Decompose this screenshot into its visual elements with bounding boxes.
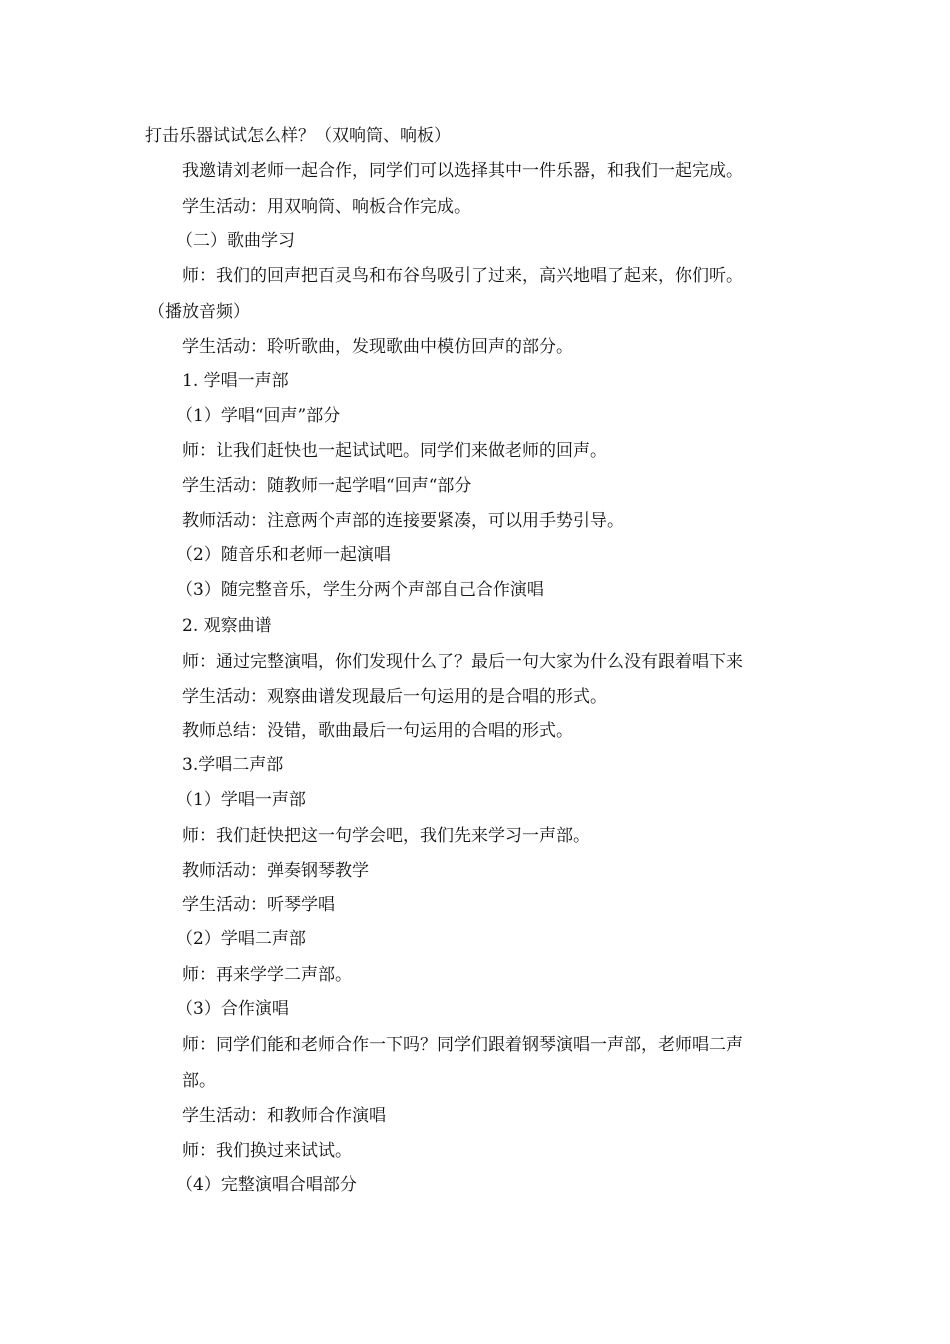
subsection-heading: （4）完整演唱合唱部分: [176, 1175, 357, 1195]
text-line: 教师总结：没错，歌曲最后一句运用的合唱的形式。: [182, 721, 573, 741]
subsection-heading: 3.学唱二声部: [182, 755, 284, 775]
section-heading: （二）歌曲学习: [176, 231, 295, 251]
text-line: （播放音频）: [148, 302, 250, 322]
text-line: 师：我们的回声把百灵鸟和布谷鸟吸引了过来，高兴地唱了起来，你们听。: [182, 266, 743, 286]
subsection-heading: （1）学唱“回声”部分: [176, 406, 341, 426]
subsection-heading: （3）随完整音乐，学生分两个声部自己合作演唱: [176, 580, 544, 600]
subsection-heading: （3）合作演唱: [176, 999, 289, 1019]
text-line: 我邀请刘老师一起合作，同学们可以选择其中一件乐器，和我们一起完成。: [182, 161, 743, 181]
text-line: 部。: [182, 1071, 216, 1091]
subsection-heading: （2）随音乐和老师一起演唱: [176, 545, 391, 565]
text-line: 师：我们换过来试试。: [182, 1141, 352, 1161]
text-line: 学生活动：和教师合作演唱: [182, 1106, 386, 1126]
text-line: 师：同学们能和老师合作一下吗？同学们跟着钢琴演唱一声部，老师唱二声: [182, 1035, 743, 1055]
text-line: 学生活动：观察曲谱发现最后一句运用的是合唱的形式。: [182, 687, 607, 707]
subsection-heading: 2. 观察曲谱: [182, 616, 272, 636]
text-line: 学生活动：用双响筒、响板合作完成。: [182, 197, 471, 217]
text-line: 学生活动：随教师一起学唱“回声“部分: [182, 476, 472, 496]
text-line: 师：再来学学二声部。: [182, 965, 352, 985]
text-line: 教师活动：弹奏钢琴教学: [182, 861, 369, 881]
text-line: 师：通过完整演唱，你们发现什么了？最后一句大家为什么没有跟着唱下来: [182, 652, 743, 672]
subsection-heading: （2）学唱二声部: [176, 929, 306, 949]
subsection-heading: （1）学唱一声部: [176, 790, 306, 810]
text-line: 打击乐器试试怎么样？（双响筒、响板）: [145, 126, 451, 146]
text-line: 学生活动：聆听歌曲，发现歌曲中模仿回声的部分。: [182, 337, 573, 357]
text-line: 师：让我们赶快也一起试试吧。同学们来做老师的回声。: [182, 441, 607, 461]
text-line: 教师活动：注意两个声部的连接要紧凑，可以用手势引导。: [182, 511, 624, 531]
text-line: 学生活动：听琴学唱: [182, 895, 335, 915]
text-line: 师：我们赶快把这一句学会吧，我们先来学习一声部。: [182, 826, 590, 846]
subsection-heading: 1. 学唱一声部: [182, 371, 289, 391]
